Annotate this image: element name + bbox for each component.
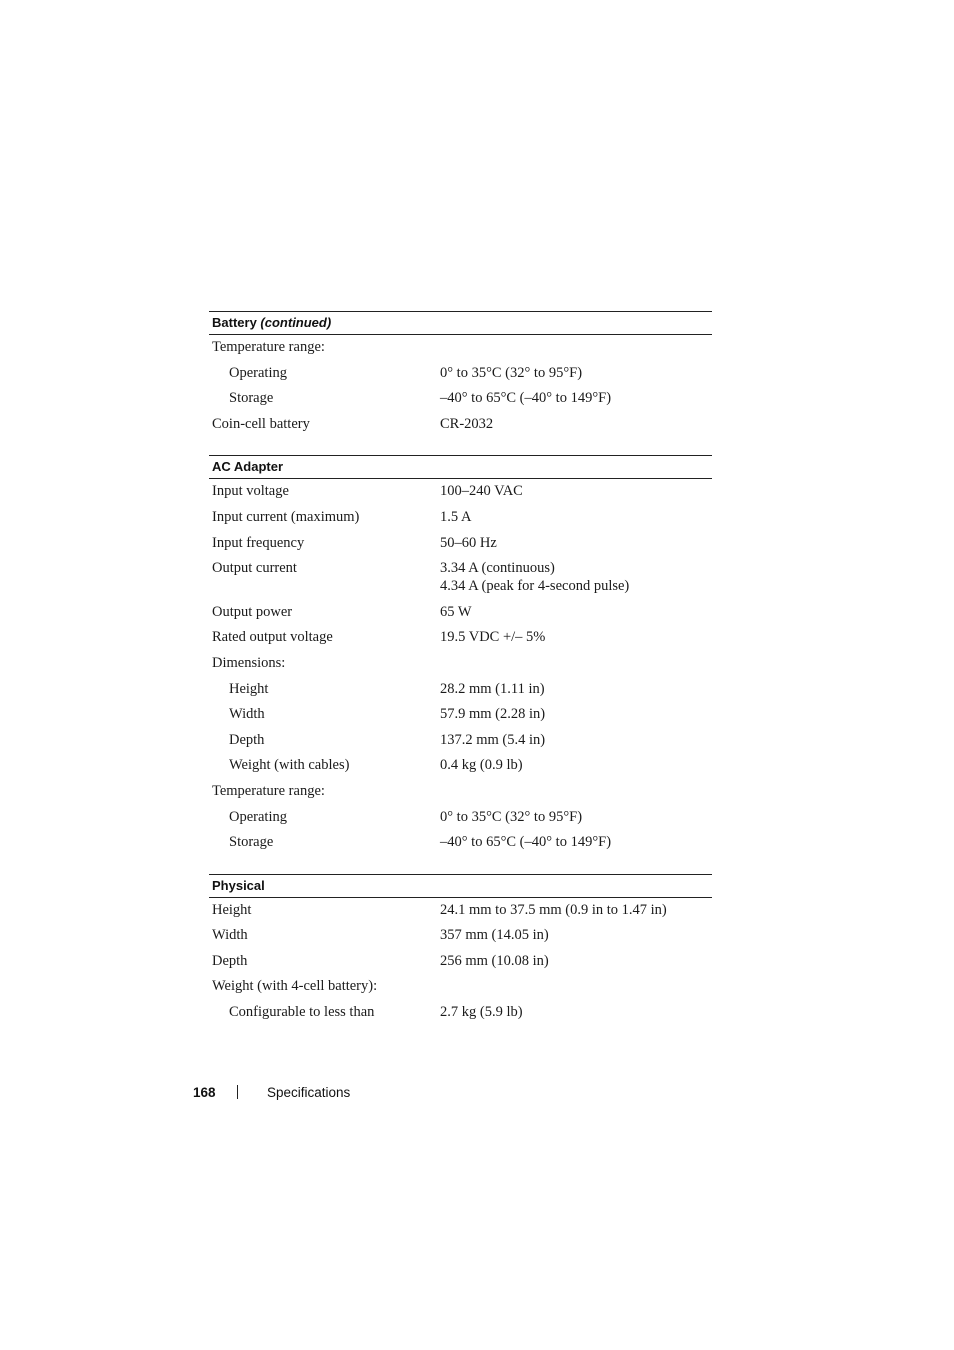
page-number: 168 [193,1084,216,1100]
spec-label: Depth [212,952,248,969]
spec-value: CR-2032 [440,415,494,432]
spec-row [209,534,712,560]
spec-value: 2.7 kg (5.9 lb) [440,1004,523,1021]
spec-label: Output power [212,603,293,620]
spec-value: 137.2 mm (5.4 in) [440,731,546,748]
spec-label: Height [212,901,252,918]
spec-label: Rated output voltage [212,629,333,646]
spec-row [209,926,712,952]
spec-row [209,1003,712,1029]
spec-row [209,977,712,1003]
spec-row [209,628,712,654]
spec-row [209,654,712,680]
spec-label: Temperature range: [212,339,325,355]
spec-row [209,508,712,534]
spec-row [209,559,712,603]
spec-value: 1.5 A [440,508,472,525]
spec-label: Depth [229,731,265,748]
spec-row [209,482,712,508]
spec-value: 65 W [440,603,472,620]
battery-header [209,311,712,335]
battery-title: Battery [212,315,257,330]
spec-row [209,338,712,364]
physical-section [209,874,712,1029]
spec-value: 24.1 mm to 37.5 mm (0.9 in to 1.47 in) [440,901,667,918]
spec-value-line: 3.34 A (continuous) [440,560,555,577]
spec-value: 0° to 35°C (32° to 95°F) [440,808,583,825]
spec-value: 0.4 kg (0.9 lb) [440,757,523,774]
spec-label: Dimensions: [212,654,286,671]
spec-row [209,808,712,834]
spec-value: 357 mm (14.05 in) [440,927,549,944]
spec-row [209,756,712,782]
footer-divider [237,1085,238,1099]
spec-label: Width [229,706,265,723]
spec-row [209,952,712,978]
spec-label: Input frequency [212,534,305,551]
spec-value: –40° to 65°C (–40° to 149°F) [440,834,612,851]
spec-value: 0° to 35°C (32° to 95°F) [440,364,583,381]
spec-label: Weight (with cables) [229,757,350,774]
spec-label: Weight (with 4-cell battery): [212,978,378,995]
spec-tables [209,311,712,1029]
spec-row [209,705,712,731]
spec-value: –40° to 65°C (–40° to 149°F) [440,390,612,407]
spec-value [440,559,712,595]
spec-value: 256 mm (10.08 in) [440,952,549,969]
spec-label: Width [212,927,248,944]
spec-label: Input current (maximum) [212,508,360,525]
spec-row [209,901,712,927]
spec-value: 50–60 Hz [440,534,497,551]
spec-row [209,731,712,757]
footer-section-name: Specifications [267,1084,351,1100]
ac-adapter-title: AC Adapter [212,459,284,475]
spec-label: Operating [229,364,287,381]
physical-title: Physical [212,877,265,893]
spec-label: Height [229,680,269,697]
spec-label: Coin-cell battery [212,415,310,432]
spec-label: Configurable to less than [229,1004,375,1021]
spec-value: 57.9 mm (2.28 in) [440,706,546,723]
physical-header [209,874,712,898]
spec-value: 28.2 mm (1.11 in) [440,680,545,697]
spec-label: Storage [229,834,274,851]
spec-value-line: 4.34 A (peak for 4-second pulse) [440,578,630,595]
spec-row [209,364,712,390]
spec-label: Input voltage [212,483,289,500]
spec-label: Temperature range: [212,782,325,799]
ac-adapter-header [209,455,712,479]
spec-row [209,680,712,706]
page-footer [193,1082,350,1102]
spec-label: Output current [212,560,297,577]
spec-row [209,833,712,859]
spec-value: 19.5 VDC +/– 5% [440,629,546,646]
spec-value: 100–240 VAC [440,483,523,500]
battery-section [209,311,712,440]
spec-row [209,415,712,441]
spec-label: Storage [229,390,274,407]
spec-label: Operating [229,808,287,825]
battery-title-suffix: (continued) [260,315,332,330]
spec-row [209,389,712,415]
spec-row [209,782,712,808]
ac-adapter-section [209,455,712,858]
spec-row [209,603,712,629]
